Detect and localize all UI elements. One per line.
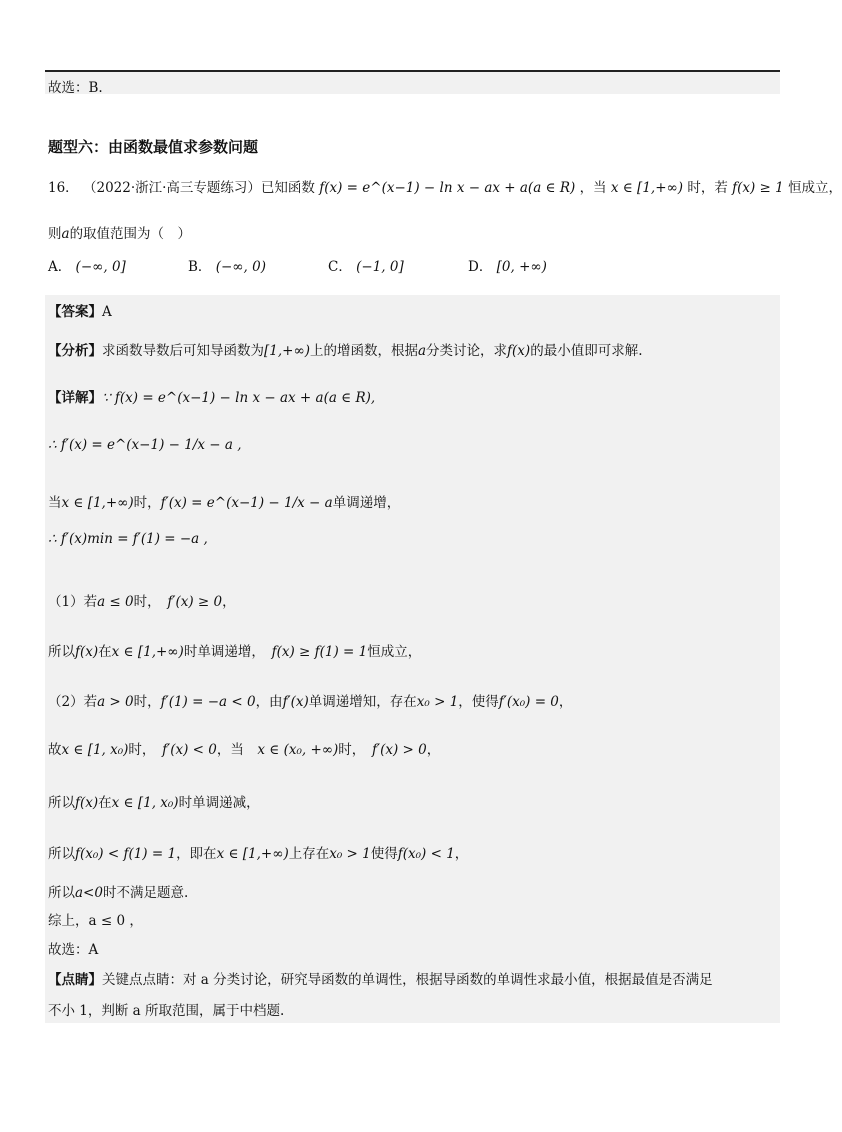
detail-line-8 <box>48 738 440 758</box>
option-d-value: [0, +∞) <box>496 259 547 275</box>
d6-ineq: f(x) ≥ f(1) = 1 <box>271 644 368 660</box>
problem-line2-suffix: 的取值范围为（ ） <box>69 226 192 242</box>
analysis-text-4: 的最小值即可求解. <box>530 343 643 359</box>
problem-variable: a <box>61 226 70 242</box>
option-b-value: (−∞, 0) <box>215 259 266 275</box>
problem-line2-prefix: 则 <box>48 226 62 242</box>
option-c[interactable] <box>328 255 404 275</box>
detail-line-13: 故选：A <box>48 942 99 958</box>
d5-cond: a ≤ 0 <box>97 594 134 610</box>
d3-derivative: f′(x) = e^(x−1) − 1/x − a <box>160 495 333 511</box>
d10-text-c: ，即在 <box>176 846 217 862</box>
detail-line-12: 综上，a ≤ 0 ， <box>48 913 143 929</box>
d8-interval: x ∈ [1, x₀) <box>61 742 129 758</box>
option-d-label: D． <box>468 259 493 275</box>
analysis-text-3: 分类讨论，求 <box>426 343 508 359</box>
d8-ineq-2: f′(x) > 0 <box>372 742 427 758</box>
d9-text-e: 时单调递减， <box>178 795 260 811</box>
analysis-fx: f(x) <box>507 343 531 359</box>
analysis-tag: 【分析】 <box>48 343 102 359</box>
detail-line-6 <box>48 640 421 660</box>
d7-text-g: 单调递增知，存在 <box>308 694 417 710</box>
d7-text-e: ，由 <box>255 694 283 710</box>
d7-x0: x₀ > 1 <box>416 694 459 710</box>
d7-text-i: ，使得 <box>458 694 499 710</box>
d7-ineq: f′(1) = −a < 0 <box>160 694 256 710</box>
d5-text-a: （1）若 <box>48 594 98 610</box>
detail-line-9 <box>48 791 260 811</box>
comment-tag: 【点睛】 <box>48 972 102 988</box>
d7-text-c: 时， <box>133 694 161 710</box>
d7-text-k: ， <box>558 694 573 710</box>
d3-text-c: 时， <box>133 495 161 511</box>
option-a-value: (−∞, 0] <box>75 259 126 275</box>
analysis-text-1: 求函数导数后可知导函数为 <box>102 343 264 359</box>
problem-number: 16． <box>48 180 79 196</box>
detail-line-1 <box>48 386 375 406</box>
d10-text-i: ， <box>454 846 469 862</box>
answer-shade-top <box>45 72 780 94</box>
d6-interval: x ∈ [1,+∞) <box>111 644 184 660</box>
d10-ineq-2: f(x₀) < 1 <box>397 846 455 862</box>
comment-line-2: 不小 1，判断 a 所取范围，属于中档题. <box>48 1003 285 1019</box>
comment-text-1: 关键点点睛：对 a 分类讨论，研究导函数的单调性，根据导函数的单调性求最小值，根据最值是否满足 <box>102 972 713 988</box>
problem-shi: 时，若 <box>687 180 728 196</box>
d6-text-e: 时单调递增， <box>183 644 259 660</box>
detail-line-3 <box>48 491 400 511</box>
section-title: 题型六：由函数最值求参数问题 <box>48 138 259 156</box>
d10-ineq: f(x₀) < f(1) = 1 <box>75 846 177 862</box>
option-c-value: (−1, 0] <box>356 259 404 275</box>
analysis-interval: [1,+∞) <box>264 343 310 359</box>
problem-dang: ，当 <box>579 180 607 196</box>
problem-inequality: f(x) ≥ 1 <box>732 180 784 196</box>
d8-text-c: 时， <box>128 742 149 758</box>
problem-hengchengli: 恒成立， <box>788 180 842 196</box>
d3-text-a: 当 <box>48 495 62 511</box>
d10-text-g: 使得 <box>370 846 398 862</box>
answer-line <box>48 300 112 320</box>
option-a[interactable] <box>48 255 126 275</box>
problem-function: f(x) = e^(x−1) − ln x − ax + a(a ∈ R) <box>319 180 576 196</box>
detail-line-7 <box>48 690 572 710</box>
option-d[interactable] <box>468 255 547 275</box>
d7-text-a: （2）若 <box>48 694 98 710</box>
option-a-label: A． <box>48 259 72 275</box>
d5-text-e: ， <box>222 594 236 610</box>
d11-cond: a<0 <box>75 885 103 901</box>
d8-text-a: 故 <box>48 742 62 758</box>
d7-derivative: f′(x) <box>282 694 309 710</box>
analysis-text-2: 上的增函数，根据 <box>309 343 418 359</box>
d8-text-e: ，当 <box>216 742 244 758</box>
problem-source: （2022·浙江·高三专题练习）已知函数 <box>82 180 315 196</box>
answer-tag: 【答案】 <box>48 304 102 320</box>
d10-x0: x₀ > 1 <box>329 846 371 862</box>
problem-line-2 <box>48 222 191 242</box>
d9-text-c: 在 <box>98 795 112 811</box>
d11-text-a: 所以 <box>48 885 75 901</box>
d10-text-e: 上存在 <box>288 846 330 862</box>
answer-value: A <box>102 304 112 320</box>
detail-line-4: ∴ f′(x)min = f′(1) = −a , <box>48 531 208 547</box>
d6-text-g: 恒成立， <box>367 644 422 660</box>
comment-line-1 <box>48 968 713 988</box>
detail-line-11 <box>48 881 188 901</box>
detail-line-10 <box>48 842 468 862</box>
analysis-var-a: a <box>417 343 427 359</box>
d9-text-a: 所以 <box>48 795 75 811</box>
d8-ineq: f′(x) < 0 <box>162 742 217 758</box>
d5-ineq: f′(x) ≥ 0 <box>167 594 223 610</box>
d9-interval: x ∈ [1, x₀) <box>111 795 179 811</box>
problem-line-1 <box>48 176 842 196</box>
d6-text-c: 在 <box>98 644 112 660</box>
option-b-label: B． <box>188 259 212 275</box>
d6-text-a: 所以 <box>48 644 75 660</box>
detail-line-2: ∴ f′(x) = e^(x−1) − 1/x − a , <box>48 437 242 453</box>
d10-interval: x ∈ [1,+∞) <box>216 846 289 862</box>
d8-text-g: 时， <box>338 742 359 758</box>
d3-interval: x ∈ [1,+∞) <box>61 495 134 511</box>
top-answer: 故选：B. <box>48 80 103 96</box>
d7-eq: f′(x₀) = 0 <box>498 694 559 710</box>
problem-condition: x ∈ [1,+∞) <box>610 180 684 196</box>
d9-fx: f(x) <box>75 795 99 811</box>
d8-interval-2: x ∈ (x₀, +∞) <box>257 742 339 758</box>
d8-text-i: ， <box>426 742 441 758</box>
d10-text-a: 所以 <box>48 846 75 862</box>
d3-text-e: 单调递增， <box>332 495 401 511</box>
analysis-line <box>48 339 643 359</box>
d6-fx: f(x) <box>75 644 99 660</box>
detail-line-5 <box>48 590 236 610</box>
detail-tag: 【详解】 <box>48 390 102 406</box>
option-c-label: C． <box>328 259 352 275</box>
detail-formula-1: ∵ f(x) = e^(x−1) − ln x − ax + a(a ∈ R), <box>102 390 376 406</box>
d11-text-c: 时不满足题意. <box>102 885 189 901</box>
d7-cond: a > 0 <box>97 694 134 710</box>
option-b[interactable] <box>188 255 266 275</box>
d5-text-c: 时， <box>133 594 154 610</box>
